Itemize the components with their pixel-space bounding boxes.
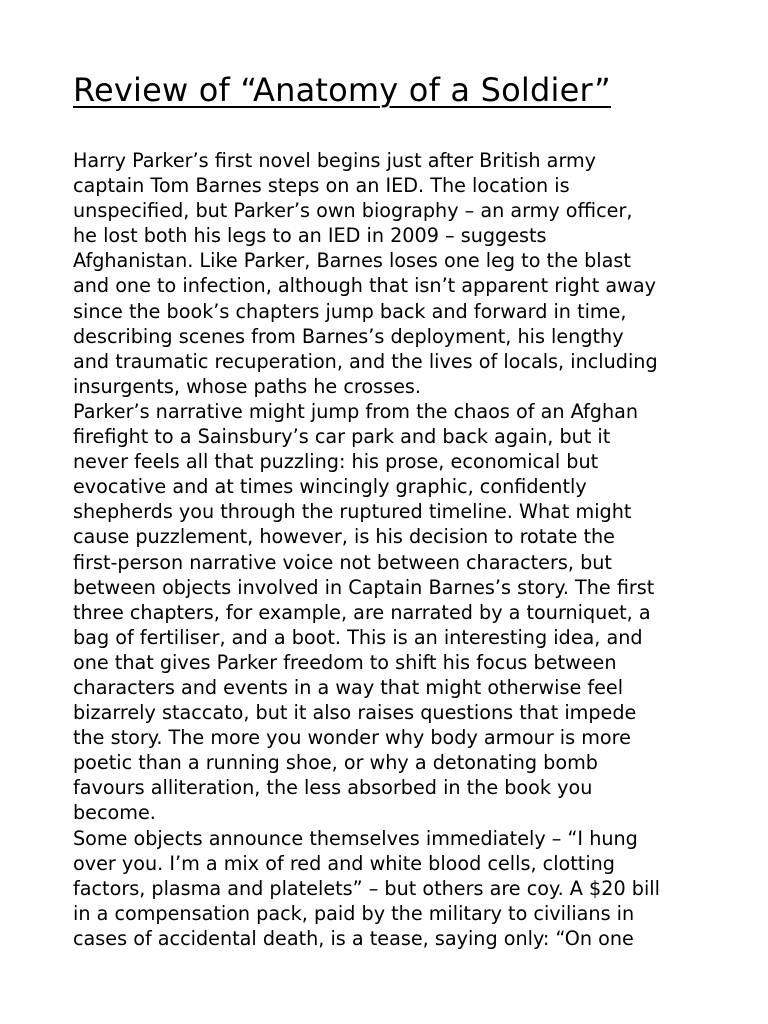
text-line: three chapters, for example, are narrated by a tourniquet, a <box>73 600 651 624</box>
text-line: he lost both his legs to an IED in 2009 – suggests <box>73 224 547 248</box>
document-title: Review of “Anatomy of a Soldier” <box>73 71 611 109</box>
text-line: factors, plasma and platelets” – but others are coy. A $20 bill <box>73 876 660 900</box>
text-line: and traumatic recuperation, and the lives of locals, including <box>73 349 658 373</box>
text-line: over you. I’m a mix of red and white blood cells, clotting <box>73 851 615 875</box>
document-body <box>73 148 713 951</box>
text-line: insurgents, whose paths he crosses. <box>73 374 421 398</box>
text-line: firefight to a Sainsbury’s car park and back again, but it <box>73 425 611 449</box>
text-line: bag of fertiliser, and a boot. This is an interesting idea, and <box>73 625 643 649</box>
text-line: Afghanistan. Like Parker, Barnes loses one leg to the blast <box>73 249 631 273</box>
text-line: Harry Parker’s first novel begins just after British army <box>73 149 597 172</box>
text-line: Some objects announce themselves immediately – “I hung <box>73 826 638 850</box>
text-line: Parker’s narrative might jump from the chaos of an Afghan <box>73 399 639 423</box>
text-line: shepherds you through the ruptured timeline. What might <box>73 500 632 524</box>
text-line: cases of accidental death, is a tease, saying only: “On one <box>73 926 634 950</box>
text-line: unspecified, but Parker’s own biography – an army officer, <box>73 199 633 223</box>
text-line: in a compensation pack, paid by the military to civilians in <box>73 901 635 925</box>
text-line: cause puzzlement, however, is his decision to rotate the <box>73 525 615 549</box>
text-line: evocative and at times wincingly graphic, confidently <box>73 475 587 499</box>
text-line: become. <box>73 801 156 825</box>
text-line: never feels all that puzzling: his prose, economical but <box>73 450 599 474</box>
text-line: captain Tom Barnes steps on an IED. The location is <box>73 174 570 198</box>
text-line: describing scenes from Barnes’s deployment, his lengthy <box>73 324 624 348</box>
text-line: one that gives Parker freedom to shift his focus between <box>73 650 617 674</box>
text-line: bizarrely staccato, but it also raises questions that impede <box>73 701 637 725</box>
text-line: between objects involved in Captain Barnes’s story. The first <box>73 575 655 599</box>
text-line: the story. The more you wonder why body armour is more <box>73 726 631 750</box>
text-line: since the book’s chapters jump back and forward in time, <box>73 299 627 323</box>
text-line: favours alliteration, the less absorbed in the book you <box>73 776 593 800</box>
text-line: first-person narrative voice not between characters, but <box>73 550 612 574</box>
text-line: characters and events in a way that might otherwise feel <box>73 675 624 699</box>
text-line: poetic than a running shoe, or why a detonating bomb <box>73 751 598 775</box>
text-line: and one to infection, although that isn’t apparent right away <box>73 274 656 298</box>
